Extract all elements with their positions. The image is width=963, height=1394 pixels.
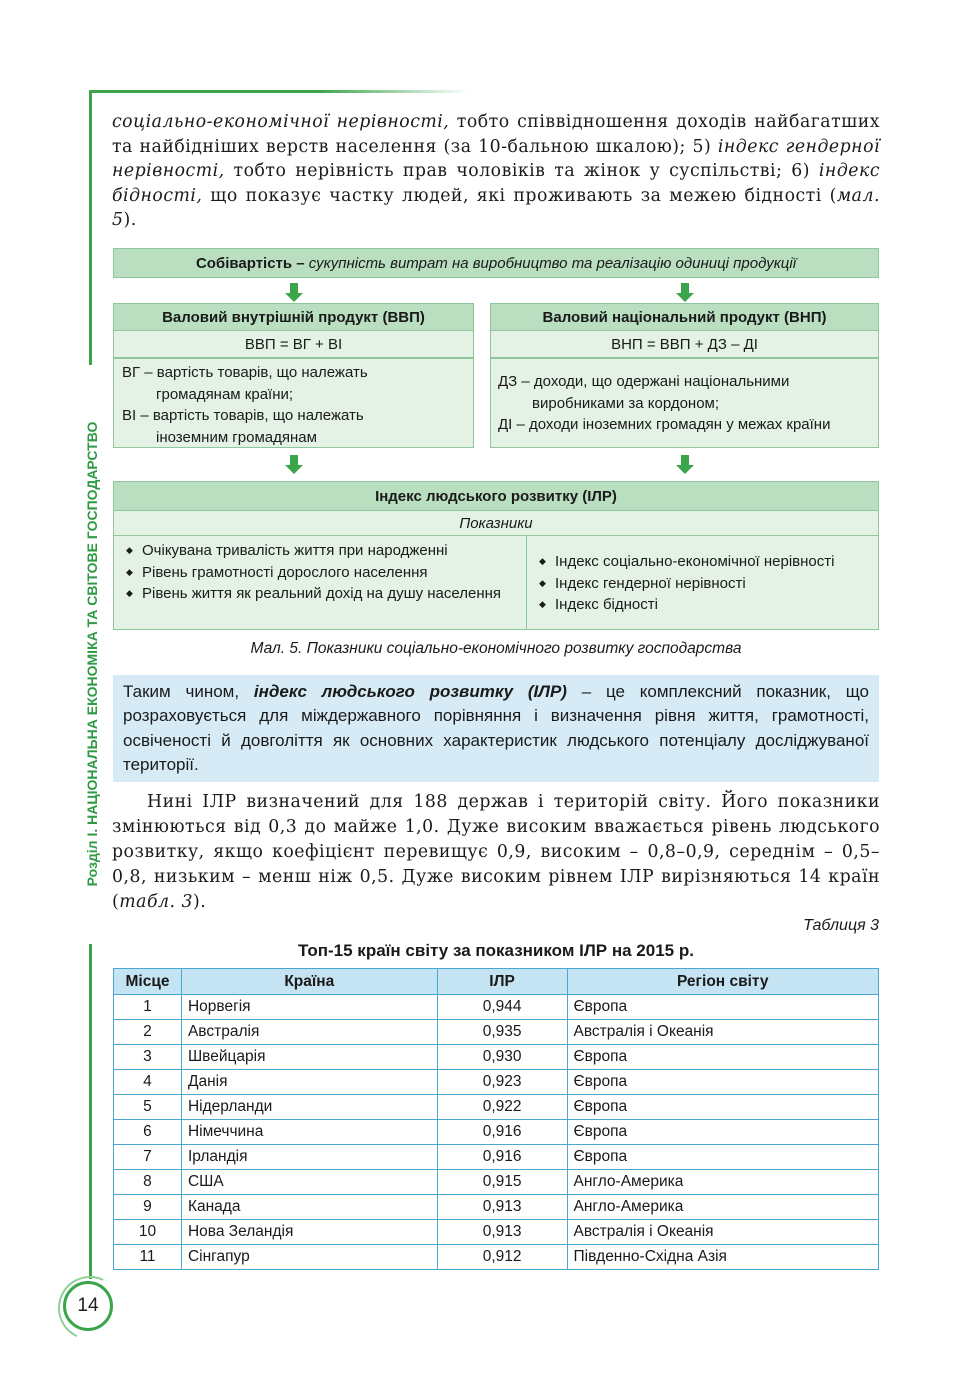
table-row	[114, 1170, 879, 1195]
table-ref: табл. 3	[119, 892, 193, 912]
cell-hdi: 0,913	[437, 1220, 567, 1245]
table-row	[114, 1020, 879, 1045]
cell-rank: 7	[114, 1145, 182, 1170]
term-poverty: індекс бідності,	[112, 161, 880, 206]
table-row	[114, 1245, 879, 1270]
intro-text-4: ).	[123, 210, 137, 231]
cell-country: Сінгапур	[181, 1245, 437, 1270]
figure-ref: мал. 5	[112, 185, 880, 231]
hdi-indicator: ◆ Очікувана тривалість життя при народженні	[124, 540, 516, 562]
hdi-subtitle: Показники	[113, 510, 879, 536]
cell-region: Європа	[567, 1045, 879, 1070]
cost-definition-box	[113, 248, 879, 278]
cell-rank: 10	[114, 1220, 182, 1245]
cell-hdi: 0,912	[437, 1245, 567, 1270]
col-header-hdi: ІЛР	[437, 969, 567, 995]
gdp-line: ВГ – вартість товарів, що належать	[122, 364, 368, 381]
cell-region: Англо-Америка	[567, 1195, 879, 1220]
cell-hdi: 0,930	[437, 1045, 567, 1070]
intro-text-2: тобто нерівність прав чоловіків та жінок у суспільстві; 6)	[224, 161, 819, 182]
gdp-description	[113, 358, 474, 448]
cell-rank: 9	[114, 1195, 182, 1220]
cell-region: Європа	[567, 1145, 879, 1170]
cell-hdi: 0,916	[437, 1145, 567, 1170]
cell-hdi: 0,916	[437, 1120, 567, 1145]
gdp-line: громадянам країни;	[156, 385, 294, 403]
cell-country: Німеччина	[181, 1120, 437, 1145]
cell-region: Європа	[567, 1120, 879, 1145]
cell-country: Нова Зеландія	[181, 1220, 437, 1245]
hdi-paragraph-text: Нині ІЛР визначений для 188 держав і територій світу. Його показники змінюються від 0,3 до майже 1,0. Дуже високим вважається рівень людського розвитку, якщо коефіцієнт перевищує 0,9, високим – 0,8–0,9, середнім – 0,5–0,8, низьким – менш ніж 0,5. Дуже високим рівнем ІЛР вирізняються 14 країн (	[112, 792, 880, 912]
col-header-region: Регіон світу	[567, 969, 879, 995]
summary-text-1: Таким чином,	[123, 682, 254, 701]
cell-country: Австралія	[181, 1020, 437, 1045]
cell-region: Європа	[567, 1070, 879, 1095]
cell-rank: 4	[114, 1070, 182, 1095]
gdp-formula: ВВП = ВГ + ВІ	[113, 330, 474, 358]
table-row	[114, 1120, 879, 1145]
hdi-indicator: ◆ Індекс бідності	[537, 594, 868, 616]
hdi-paragraph-end: ).	[192, 892, 207, 912]
cell-country: Норвегія	[181, 995, 437, 1020]
cell-hdi: 0,915	[437, 1170, 567, 1195]
table-header-row	[114, 969, 879, 995]
cell-country: Швейцарія	[181, 1045, 437, 1070]
cell-region: Південно-Східна Азія	[567, 1245, 879, 1270]
summary-box	[113, 675, 879, 782]
hdi-indicator: ◆ Індекс гендерної нерівності	[537, 573, 868, 595]
hdi-table	[113, 968, 879, 1270]
cost-term: Собівартість –	[195, 255, 305, 272]
cell-region: Європа	[567, 995, 879, 1020]
intro-paragraph	[112, 110, 880, 233]
cell-rank: 8	[114, 1170, 182, 1195]
col-header-rank: Місце	[114, 969, 182, 995]
cell-hdi: 0,913	[437, 1195, 567, 1220]
figure-caption: Мал. 5. Показники соціально-економічного розвитку господарства	[250, 640, 742, 657]
table-row	[114, 1195, 879, 1220]
cell-rank: 11	[114, 1245, 182, 1270]
section-title-text: Розділ I. НАЦІОНАЛЬНА ЕКОНОМІКА ТА СВІТОВЕ ГОСПОДАРСТВО	[84, 421, 100, 887]
hdi-indicator: ◆ Індекс соціально-економічної нерівності	[537, 551, 868, 573]
hdi-indicators-right	[526, 535, 879, 630]
table-row	[114, 1145, 879, 1170]
cell-region: Європа	[567, 1095, 879, 1120]
cell-hdi: 0,944	[437, 995, 567, 1020]
intro-text-3: що показує частку людей, які проживають за межею бідності (	[202, 185, 837, 206]
cell-rank: 3	[114, 1045, 182, 1070]
summary-text-2: – це комплексний показник, що розраховується для міждержавного порівняння і визначення рівня життя, грамотності, освіченості й довголіття як основних характеристик людського потенціалу досліджуваної території.	[123, 682, 870, 775]
hdi-indicator: ◆ Рівень грамотності дорослого населення	[124, 562, 516, 584]
margin-rule-bottom	[89, 944, 92, 1279]
cell-country: Нідерланди	[181, 1095, 437, 1120]
cell-hdi: 0,923	[437, 1070, 567, 1095]
cell-hdi: 0,935	[437, 1020, 567, 1045]
top-rule	[89, 90, 469, 93]
term-inequality: соціально-економічної нерівності,	[112, 112, 450, 132]
gnp-description	[490, 358, 879, 448]
cell-hdi: 0,922	[437, 1095, 567, 1120]
gdp-line: ВІ – вартість товарів, що належать	[122, 407, 364, 424]
summary-term: індекс людського розвитку (ІЛР)	[253, 682, 567, 701]
table-row	[114, 1070, 879, 1095]
cell-rank: 1	[114, 995, 182, 1020]
table-title: Топ-15 країн світу за показником ІЛР на 2015 р.	[298, 941, 694, 960]
gnp-line: виробниками за кордоном;	[532, 394, 720, 412]
col-header-country: Країна	[181, 969, 437, 995]
term-gender: індекс гендерної нерівності,	[112, 136, 880, 182]
cost-definition: сукупність витрат на виробництво та реалізацію одиниці продукції	[304, 255, 797, 272]
page-number: 14	[63, 1281, 113, 1331]
cell-country: Ірландія	[181, 1145, 437, 1170]
cell-rank: 2	[114, 1020, 182, 1045]
gdp-title: Валовий внутрішній продукт (ВВП)	[113, 303, 474, 331]
table-row	[114, 1220, 879, 1245]
hdi-paragraph	[112, 790, 880, 915]
hdi-indicator: ◆ Рівень життя як реальний дохід на душу населення	[124, 583, 516, 605]
table-body	[114, 995, 879, 1270]
intro-text-1: тобто співвідношення доходів найбагатших та найбідніших верств населення (за 10-бальною шкалою); 5)	[112, 112, 880, 157]
gnp-line: ДІ – доходи іноземних громадян у межах країни	[498, 416, 831, 433]
cell-region: Австралія і Океанія	[567, 1220, 879, 1245]
cell-country: США	[181, 1170, 437, 1195]
cell-rank: 6	[114, 1120, 182, 1145]
gnp-title: Валовий національний продукт (ВНП)	[490, 303, 879, 331]
table-row	[114, 995, 879, 1020]
cell-rank: 5	[114, 1095, 182, 1120]
cell-country: Данія	[181, 1070, 437, 1095]
hdi-indicators-left	[113, 535, 527, 630]
gnp-line: ДЗ – доходи, що одержані національними	[498, 373, 790, 390]
gnp-formula: ВНП = ВВП + ДЗ – ДІ	[490, 330, 879, 358]
hdi-title: Індекс людського розвитку (ІЛР)	[113, 481, 879, 511]
cell-region: Англо-Америка	[567, 1170, 879, 1195]
table-row	[114, 1045, 879, 1070]
gdp-line: іноземним громадянам	[156, 428, 317, 446]
margin-rule-top	[89, 90, 92, 365]
cell-region: Австралія і Океанія	[567, 1020, 879, 1045]
table-label: Таблиця 3	[803, 917, 879, 934]
table-row	[114, 1095, 879, 1120]
cell-country: Канада	[181, 1195, 437, 1220]
